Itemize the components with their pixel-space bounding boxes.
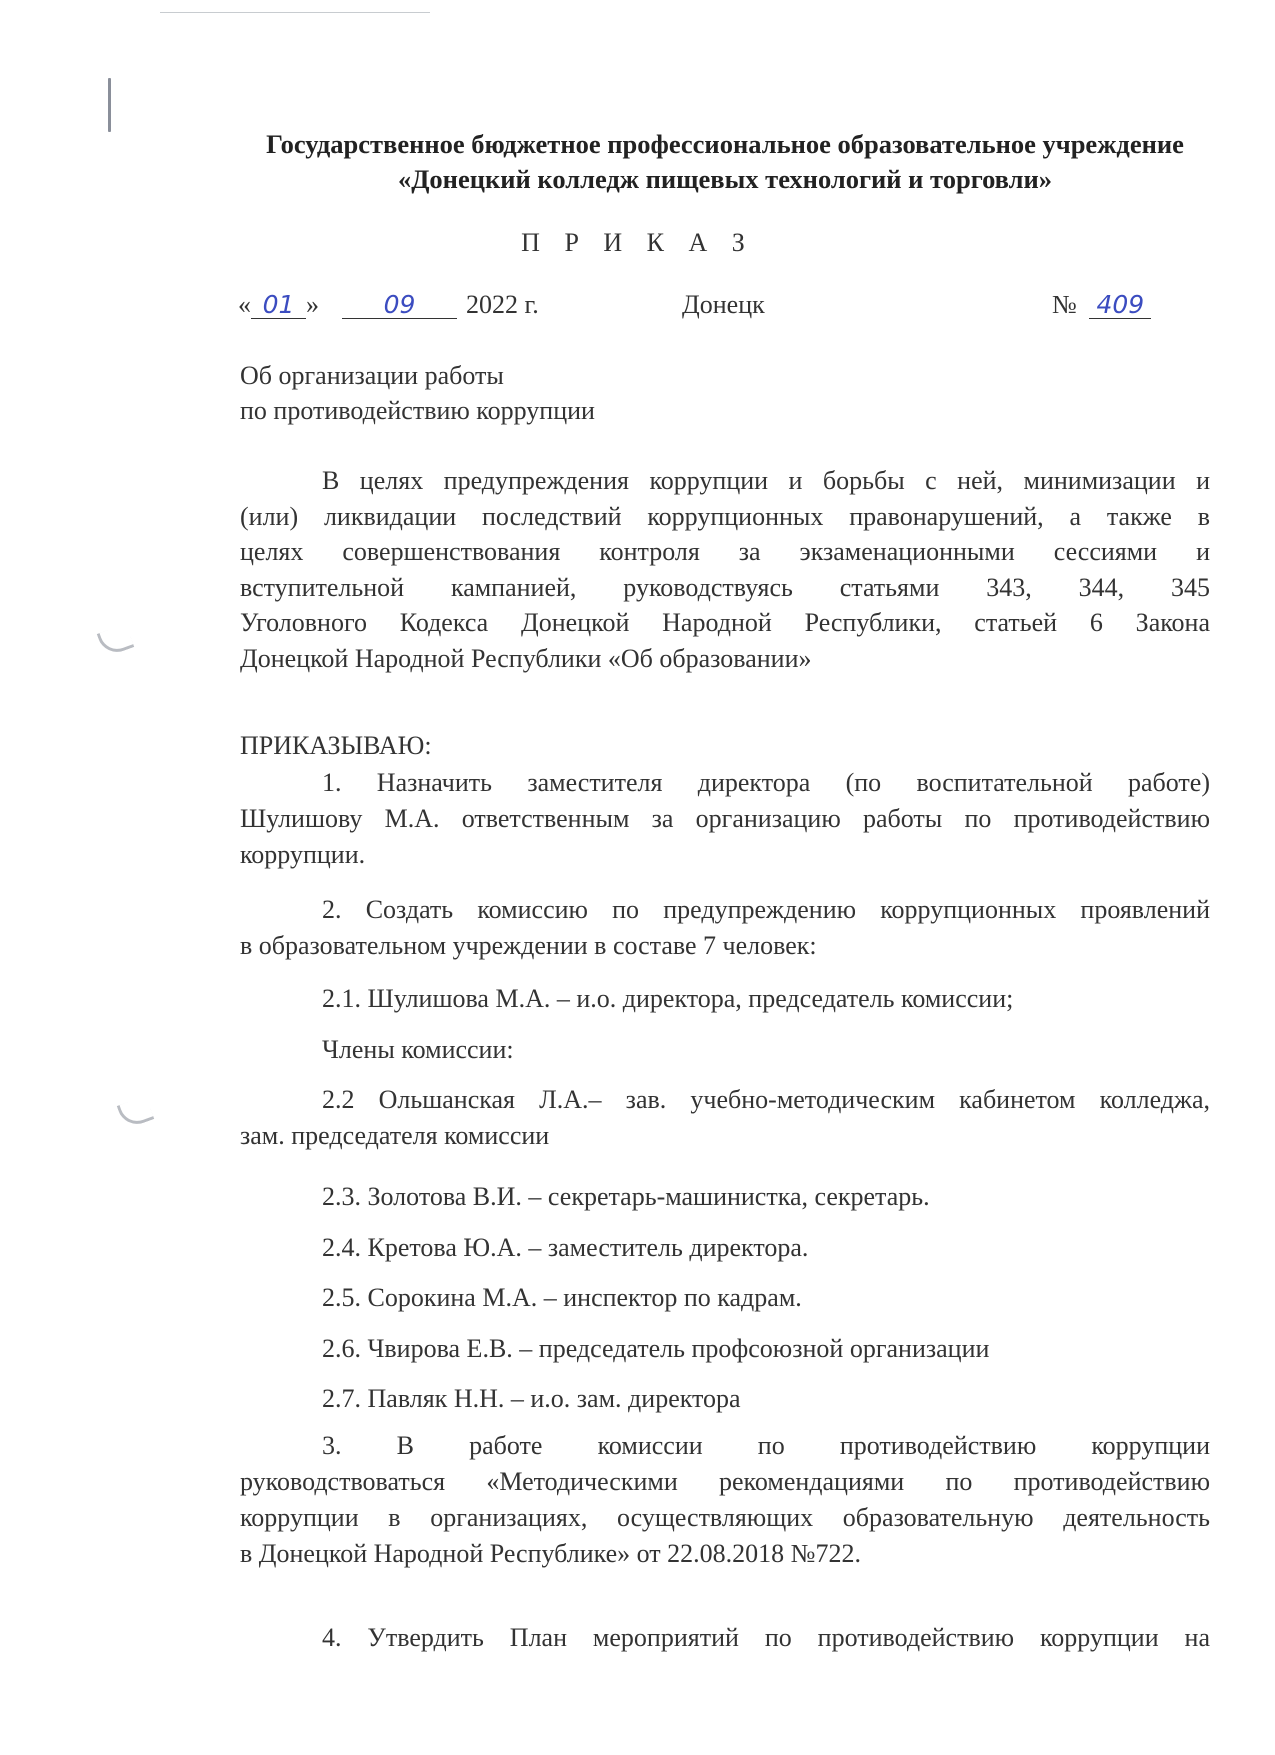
document-title: П Р И К А З (521, 228, 754, 257)
item-4-line: 4. Утвердить План мероприятий по противодействию коррупции на (322, 1623, 1210, 1652)
preamble-line: Донецкой Народной Республики «Об образовании» (240, 643, 812, 673)
item-1-line: 1. Назначить заместителя директора (по воспитательной работе) (322, 768, 1210, 797)
item-4 (240, 1620, 1210, 1656)
order-word: ПРИКАЗЫВАЮ: (240, 731, 432, 760)
number-label: № (1052, 290, 1077, 319)
subject-line-2: по противодействию коррупции (240, 396, 595, 425)
order-subject (240, 358, 595, 428)
date-number-line (0, 290, 1275, 330)
date-month-field (342, 290, 457, 320)
preamble-line: (или) ликвидации последствий коррупционных правонарушений, а также в (240, 501, 1210, 531)
date-year: 2022 г. (466, 290, 539, 319)
item-2-line: 2. Создать комиссию по предупреждению коррупционных проявлений (322, 895, 1210, 924)
item-1-line: коррупции. (240, 840, 366, 869)
preamble-line: Уголовного Кодекса Донецкой Народной Республики, статьей 6 Закона (240, 608, 1210, 637)
member-item: 2.3. Золотова В.И. – секретарь-машинистка, секретарь. (322, 1182, 930, 1211)
city: Донецк (682, 290, 765, 319)
staple-mark (108, 78, 111, 132)
date-day-field (238, 290, 319, 320)
quote-close: » (306, 290, 319, 319)
preamble-line: В целях предупреждения коррупции и борьбы с ней, минимизации и (322, 466, 1210, 495)
item-3-line: в Донецкой Народной Республике» от 22.08.2018 №722. (240, 1539, 861, 1568)
member-item: 2.6. Чвирова Е.В. – председатель профсоюзной организации (322, 1333, 990, 1363)
member-item: 2.5. Сорокина М.А. – инспектор по кадрам. (322, 1283, 802, 1312)
item-1-line: Шулишову М.А. ответственным за организацию работы по противодействию (240, 804, 1210, 833)
date-day-handwritten: 01 (262, 290, 295, 319)
preamble-line: вступительной кампанией, руководствуясь статьями 343, 344, 345 (240, 572, 1210, 602)
member-item: 2.4. Кретова Ю.А. – заместитель директора. (322, 1232, 809, 1262)
order-number-field (1052, 290, 1151, 320)
item-2-line: в образовательном учреждении в составе 7 человек: (240, 931, 817, 960)
item-2-2 (240, 1082, 1210, 1154)
date-month-handwritten: 09 (383, 290, 416, 319)
organization-header (200, 127, 1250, 197)
scan-artifact-line (320, 12, 430, 13)
members-label: Члены комиссии: (322, 1035, 514, 1064)
order-number-handwritten: 409 (1096, 290, 1145, 319)
item-2-1: 2.1. Шулишова М.А. – и.о. директора, председатель комиссии; (322, 984, 1014, 1013)
member-item: 2.7. Павляк Н.Н. – и.о. зам. директора (322, 1384, 741, 1413)
item-1 (240, 765, 1210, 873)
organization-line-2: «Донецкий колледж пищевых технологий и торговли» (397, 164, 1053, 194)
quote-open: « (238, 290, 251, 319)
members-list (240, 1172, 1275, 1425)
subject-line-1: Об организации работы (240, 361, 504, 390)
item-3-line: руководствоваться «Методическими рекомендациями по противодействию (240, 1467, 1210, 1496)
preamble (240, 463, 1210, 676)
item-2 (240, 892, 1210, 964)
item-2-2-line: 2.2 Ольшанская Л.А.– зав. учебно-методическим кабинетом колледжа, (322, 1085, 1210, 1114)
punch-hole-mark (97, 623, 135, 657)
item-2-2-line: зам. председателя комиссии (240, 1121, 550, 1150)
preamble-line: целях совершенствования контроля за экзаменационными сессиями и (240, 537, 1210, 566)
organization-line-1: Государственное бюджетное профессиональное образовательное учреждение (266, 129, 1184, 159)
item-3 (240, 1428, 1210, 1572)
item-3-line: 3. В работе комиссии по противодействию коррупции (322, 1431, 1210, 1460)
item-3-line: коррупции в организациях, осуществляющих образовательную деятельность (240, 1503, 1210, 1532)
punch-hole-mark (117, 1095, 155, 1129)
